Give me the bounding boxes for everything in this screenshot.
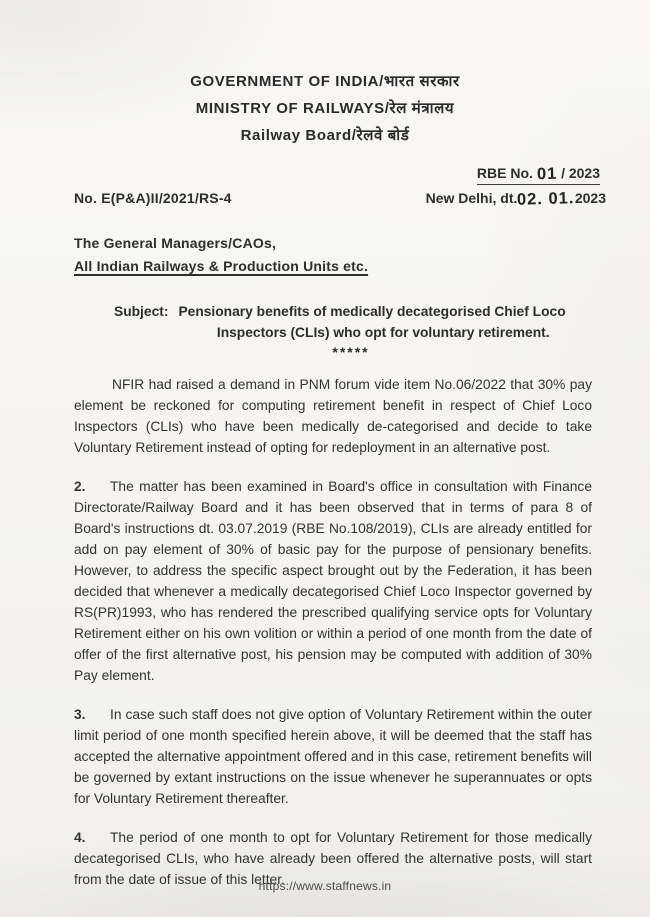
subject-block [114, 301, 588, 343]
rbe-prefix: RBE No. [476, 165, 533, 181]
paragraph-3 [74, 704, 592, 809]
date-year: 2023 [574, 190, 606, 206]
letterhead [0, 68, 650, 149]
paragraph-3-text: In case such staff does not give option of Voluntary Retirement within the outer limit period of one month specified herein above, it will be deemed that the staff has accepted the alternative appointment offered and in this case, retirement benefits will be governed by extant instructions on the issue whenever he superannuates or opts for Voluntary Retirement thereafter. [74, 707, 592, 806]
rbe-number [477, 164, 600, 185]
letterhead-ministry-line: MINISTRY OF RAILWAYS/रेल मंत्रालय [195, 100, 455, 117]
date-handwritten: 02. 01. [517, 189, 576, 209]
rbe-suffix: / 2023 [561, 165, 600, 181]
body-paragraphs [74, 374, 592, 890]
subject-line-1: Pensionary benefits of medically decategorised Chief Loco [178, 304, 566, 319]
place-date-line [426, 189, 606, 208]
rbe-number-row [0, 164, 600, 185]
subject-text [178, 301, 588, 343]
paragraph-1: NFIR had raised a demand in PNM forum vide item No.06/2022 that 30% pay element be reckoned for computing retirement benefit in respect of Chief Loco Inspectors (CLIs) who have been medically de-categorised and decide to take Voluntary Retirement instead of opting for redeployment in an alternative post. [74, 377, 592, 455]
paragraph-2-text: The matter has been examined in Board's office in consultation with Finance Directorate/Railway Board and it has been observed that in terms of para 8 of Board's instructions dt. 03.07.2019 (RBE No.108/2019), CLIs are already entitled for add on pay element of 30% of basic pay for the purpose of pensionary benefits. However, to address the specific aspect brought out by the Federation, it has been decided that whenever a medically decategorised Chief Loco Inspector governed by RS(PR)1993, who has rendered the prescribed qualifying service opts for Voluntary Retirement either on his own volition or within a period of one month from the date of offer of the first alternative post, his pension may be computed with addition of 30% Pay element. [74, 479, 592, 683]
addressee-line-2: All Indian Railways & Production Units etc. [74, 258, 369, 274]
paragraph-3-number: 3. [74, 707, 86, 722]
addressee-line-1: The General Managers/CAOs, [74, 235, 277, 251]
letterhead-board-line: Railway Board/रेलवे बोर्ड [240, 127, 410, 144]
paragraph-2 [74, 476, 592, 686]
file-number: No. E(P&A)II/2021/RS-4 [74, 190, 232, 206]
letterhead-govt-line: GOVERNMENT OF INDIA/भारत सरकार [190, 73, 460, 90]
place-date-prefix: New Delhi, dt. [425, 190, 518, 206]
footer-url: https://www.staffnews.in [258, 879, 392, 893]
rbe-number-handwritten: 01 [536, 164, 558, 184]
paragraph-4-text: The period of one month to opt for Voluntary Retirement for those medically decategorised CLIs, who have already been offered the alternative posts, will start from the date of issue of this letter. [74, 830, 592, 887]
paragraph-4-number: 4. [74, 830, 86, 845]
paragraph-2-number: 2. [74, 479, 86, 494]
subject-separator-stars: ***** [332, 344, 370, 360]
reference-row [74, 189, 606, 208]
subject-line-2: Inspectors (CLIs) who opt for voluntary retirement. [216, 325, 550, 340]
addressee-block [74, 232, 650, 278]
subject-label: Subject: [114, 304, 169, 319]
